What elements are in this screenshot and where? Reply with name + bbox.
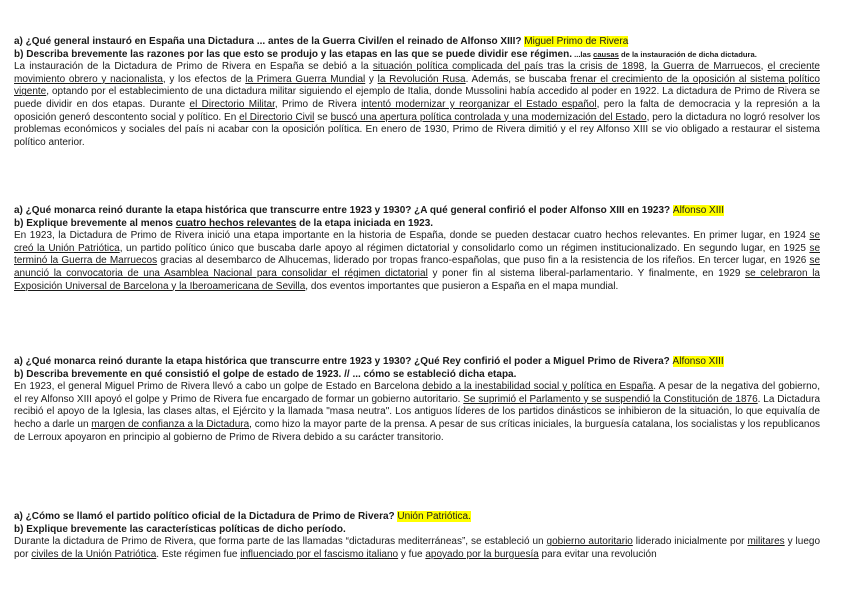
answer-paragraph: La instauración de la Dictadura de Primo de Rivera en España se debió a la situación política complicada del país tras la crisis de 1898, la Guerra de Marruecos, el creciente movimiento obrero y nacionalista, y los efectos de la Primera Guerra Mundial y la Revolución Rusa. Además, se buscaba frenar el crecimiento de la oposición al sistema político vigente, optando por el establecimiento de una dictadura militar siguiendo el ejemplo de Italia, donde Mussolini había accedido al poder en 1922. La dictadura de Primo de Rivera se puede dividir en dos etapas. Durante el Directorio Militar, Primo de Rivera intentó modernizar y reorganizar el Estado español, pero la falta de democracia y la represión a la oposición generó descontento social y político. En el Directorio Civil se buscó una apertura política controlada y una modernización del Estado, pero la dictadura no logró resolver los problemas económicos y sociales del país ni acabar con la oposición política. En enero de 1930, Primo de Rivera dimitió y el rey Alfonso XIII se vio obligado a restaurar el sistema político anterior. <box>14 61 821 148</box>
question-a-text: a) ¿Cómo se llamó el partido político oficial de la Dictadura de Primo de Rivera? <box>14 511 395 522</box>
question-a <box>14 356 820 369</box>
question-a <box>14 511 820 524</box>
answer-highlight: Alfonso XIII <box>672 356 724 367</box>
question-a <box>14 205 820 218</box>
answer-highlight: Unión Patriótica. <box>397 511 471 522</box>
question-b: b) Describa brevemente en qué consistió el golpe de estado de 1923. // ... cómo se estableció dicha etapa. <box>14 368 517 380</box>
question-b <box>14 49 820 62</box>
answer-highlight: Alfonso XIII <box>672 205 725 216</box>
question-a <box>14 36 820 49</box>
answer-paragraph: Durante la dictadura de Primo de Rivera, que forma parte de las llamadas “dictaduras mediterráneas”, se estableció un gobierno autoritario liderado inicialmente por militares y luego por civiles de la Unión Patriótica. Este régimen fue influenciado por el fascismo italiano y fue apoyado por la burguesía para evitar una revolución <box>14 536 821 560</box>
answer-highlight: Miguel Primo de Rivera <box>524 36 629 47</box>
question-block-2 <box>14 205 820 293</box>
question-block-3 <box>14 356 820 444</box>
question-b-text: b) Describa brevemente las razones por las que esto se produjo y las etapas en las que se puede dividir ese régimen. <box>14 48 572 60</box>
question-b-note: ...las causas de la instauración de dicha dictadura. <box>571 49 757 59</box>
question-b: b) Explique brevemente las características políticas de dicho período. <box>14 523 346 535</box>
question-block-1 <box>14 36 820 149</box>
question-a-text: a) ¿Qué monarca reinó durante la etapa histórica que transcurre entre 1923 y 1930? ¿A qué general confirió el poder Alfonso XIII en 1923? <box>14 205 671 216</box>
question-block-4 <box>14 511 820 561</box>
question-b: b) Explique brevemente al menos cuatro hechos relevantes de la etapa iniciada en 1923. <box>14 217 434 229</box>
question-a-text: a) ¿Qué monarca reinó durante la etapa histórica que transcurre entre 1923 y 1930? ¿Qué Rey confirió el poder a Miguel Primo de Rivera? <box>14 356 670 367</box>
question-a-text: a) ¿Qué general instauró en España una Dictadura ... antes de la Guerra Civil/en el reinado de Alfonso XIII? <box>14 36 522 47</box>
answer-paragraph: En 1923, el general Miguel Primo de Rivera llevó a cabo un golpe de Estado en Barcelona debido a la inestabilidad social y política en España. A pesar de la negativa del gobierno, el rey Alfonso XIII apoyó el golpe y Primo de Rivera fue encargado de formar un gobierno autoritario. Se suprimió el Parlamento y se suspendió la Constitución de 1876. La Dictadura recibió el apoyo de la Iglesia, las clases altas, el Ejército y la llamada "masa neutra". Los antiguos líderes de los partidos dinásticos se inhibieron de la situación, lo que equivalía de hecho a darle un margen de confianza a la Dictadura, como hizo la mayor parte de la prensa. A pesar de sus críticas iniciales, la burguesía catalana, los socialistas y los republicanos de Lerroux apoyaron en principio al gobierno de Primo de Rivera debido a su carácter transitorio. <box>14 381 821 443</box>
answer-paragraph: En 1923, la Dictadura de Primo de Rivera inició una etapa importante en la historia de España, donde se pueden destacar cuatro hechos relevantes. En primer lugar, en 1924 se creó la Unión Patriótica, un partido político único que buscaba darle apoyo al régimen dictatorial y consolidarlo como un régimen institucionalizado. En segundo lugar, en 1925 se terminó la Guerra de Marruecos gracias al desembarco de Alhucemas, liderado por tropas franco-españolas, que puso fin a la resistencia de los rifeños. En tercer lugar, en 1926 se anunció la convocatoria de una Asamblea Nacional para consolidar el régimen dictatorial y poner fin al sistema liberal-parlamentario. Y finalmente, en 1929 se celebraron la Exposición Universal de Barcelona y la Iberoamericana de Sevilla, dos eventos importantes que pusieron a España en el mapa mundial. <box>14 230 820 292</box>
